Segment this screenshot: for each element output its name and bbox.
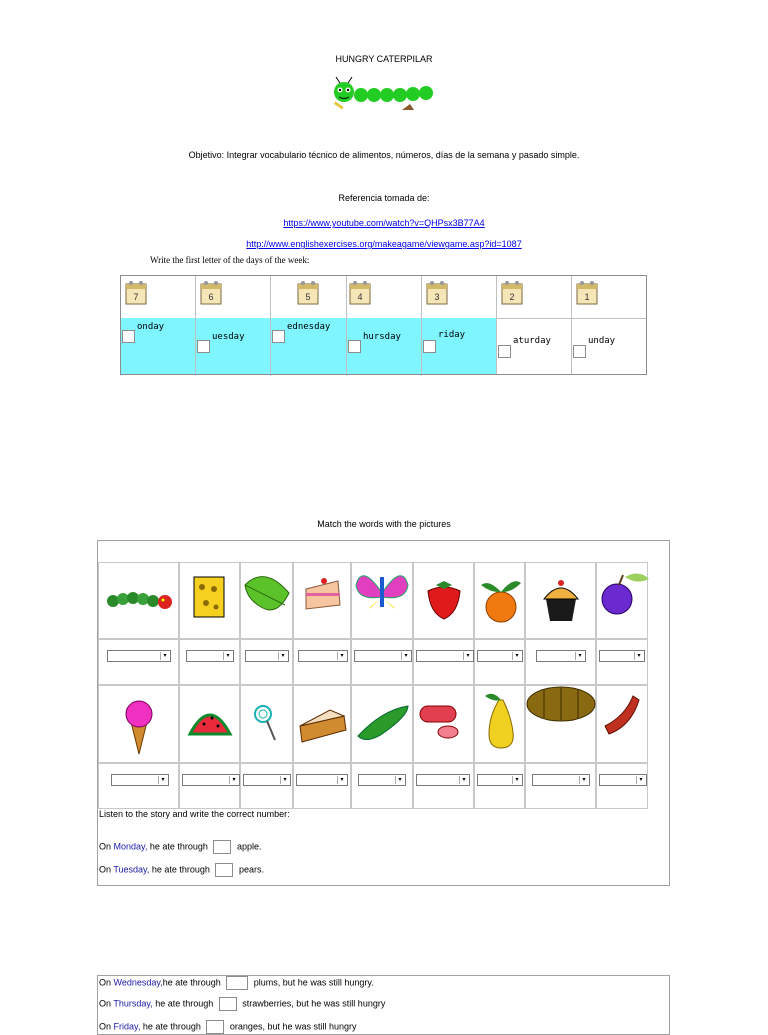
number-input[interactable] bbox=[206, 1020, 224, 1034]
match-select[interactable]: ▾ bbox=[532, 774, 590, 786]
match-select[interactable]: ▾ bbox=[354, 650, 412, 662]
days-instruction: Write the first letter of the days of the week: bbox=[150, 255, 310, 265]
match-select[interactable]: ▾ bbox=[477, 774, 523, 786]
sausage-roll-icon bbox=[525, 685, 596, 763]
calendar-number: 1 bbox=[584, 292, 590, 302]
sentence-tuesday: On Tuesday, he ate through pears. bbox=[99, 863, 264, 877]
story-sentences-box bbox=[97, 975, 670, 1035]
match-select[interactable]: ▾ bbox=[416, 650, 474, 662]
day-word: aturday bbox=[513, 336, 551, 346]
day-column-4 bbox=[347, 276, 422, 374]
salami-icon bbox=[413, 685, 474, 763]
calendar-icon bbox=[125, 280, 147, 306]
number-input[interactable] bbox=[213, 840, 231, 854]
day-word: unday bbox=[588, 336, 616, 346]
days-table bbox=[120, 275, 647, 375]
pickle-icon bbox=[351, 685, 413, 763]
day-column-7 bbox=[572, 276, 646, 374]
calendar-icon bbox=[349, 280, 371, 306]
calendar-icon bbox=[200, 280, 222, 306]
number-input[interactable] bbox=[226, 976, 248, 990]
butterfly-icon bbox=[351, 562, 413, 639]
match-select[interactable]: ▾ bbox=[296, 774, 348, 786]
day-column-1 bbox=[121, 276, 196, 374]
day-word: uesday bbox=[212, 332, 245, 342]
lollipop-icon bbox=[240, 685, 293, 763]
letter-checkbox[interactable] bbox=[197, 340, 210, 353]
calendar-icon bbox=[426, 280, 448, 306]
match-select[interactable]: ▾ bbox=[245, 650, 289, 662]
caterpillar-icon bbox=[98, 562, 179, 639]
day-word: onday bbox=[137, 322, 165, 332]
letter-checkbox[interactable] bbox=[423, 340, 436, 353]
day-column-5 bbox=[422, 276, 497, 374]
match-instruction: Match the words with the pictures bbox=[317, 519, 451, 529]
englishexercises-link[interactable]: http://www.englishexercises.org/makeagame/viewgame.asp?id=1087 bbox=[246, 239, 522, 249]
ice-cream-icon bbox=[98, 685, 179, 763]
calendar-number: 6 bbox=[208, 292, 214, 302]
watermelon-icon bbox=[179, 685, 240, 763]
number-input[interactable] bbox=[215, 863, 233, 877]
match-select[interactable]: ▾ bbox=[477, 650, 523, 662]
match-select[interactable]: ▾ bbox=[186, 650, 234, 662]
match-select[interactable]: ▾ bbox=[416, 774, 470, 786]
sentence-friday: On Friday, he ate through oranges, but he was still hungry bbox=[99, 1020, 357, 1034]
match-select[interactable]: ▾ bbox=[599, 650, 645, 662]
cupcake-icon bbox=[525, 562, 596, 639]
day-word: hursday bbox=[363, 332, 401, 342]
match-select[interactable]: ▾ bbox=[358, 774, 406, 786]
calendar-icon bbox=[501, 280, 523, 306]
calendar-icon bbox=[576, 280, 598, 306]
pie-icon bbox=[293, 685, 351, 763]
page-title: HUNGRY CATERPILAR bbox=[335, 54, 433, 64]
sentence-monday: On Monday, he ate through apple. bbox=[99, 840, 261, 854]
letter-checkbox[interactable] bbox=[573, 345, 586, 358]
calendar-number: 4 bbox=[357, 292, 363, 302]
match-select[interactable]: ▾ bbox=[243, 774, 291, 786]
calendar-number: 5 bbox=[305, 292, 311, 302]
match-select[interactable]: ▾ bbox=[111, 774, 169, 786]
reference-label: Referencia tomada de: bbox=[338, 193, 430, 203]
match-select[interactable]: ▾ bbox=[599, 774, 647, 786]
calendar-number: 2 bbox=[509, 292, 515, 302]
match-select[interactable]: ▾ bbox=[298, 650, 348, 662]
match-table bbox=[97, 540, 670, 886]
day-word: riday bbox=[438, 330, 466, 340]
cake-icon bbox=[293, 562, 351, 639]
match-select[interactable]: ▾ bbox=[182, 774, 240, 786]
letter-checkbox[interactable] bbox=[498, 345, 511, 358]
orange-icon bbox=[474, 562, 525, 639]
strawberry-icon bbox=[413, 562, 474, 639]
plum-icon bbox=[596, 562, 648, 639]
day-word: ednesday bbox=[287, 322, 331, 332]
number-input[interactable] bbox=[219, 997, 237, 1011]
listen-instruction: Listen to the story and write the correct number: bbox=[99, 809, 290, 819]
day-column-6 bbox=[497, 276, 572, 374]
match-select[interactable]: ▾ bbox=[107, 650, 171, 662]
calendar-number: 3 bbox=[434, 292, 440, 302]
letter-checkbox[interactable] bbox=[272, 330, 285, 343]
leaf-icon bbox=[240, 562, 293, 639]
match-select[interactable]: ▾ bbox=[536, 650, 586, 662]
sentence-wednesday: On Wednesday,he ate through plums, but he was still hungry. bbox=[99, 976, 374, 990]
pear-icon bbox=[474, 685, 525, 763]
caterpillar-logo-icon bbox=[328, 76, 436, 118]
letter-checkbox[interactable] bbox=[122, 330, 135, 343]
cheese-icon bbox=[179, 562, 240, 639]
sentence-thursday: On Thursday, he ate through strawberries, but he was still hungry bbox=[99, 997, 385, 1011]
objective-text: Objetivo: Integrar vocabulario técnico de alimentos, números, días de la semana y pasado simple. bbox=[188, 150, 580, 160]
day-column-3 bbox=[271, 276, 347, 374]
letter-checkbox[interactable] bbox=[348, 340, 361, 353]
day-column-2 bbox=[196, 276, 271, 374]
calendar-number: 7 bbox=[133, 292, 139, 302]
sausage-icon bbox=[596, 685, 648, 763]
calendar-icon bbox=[297, 280, 319, 306]
youtube-link[interactable]: https://www.youtube.com/watch?v=QHPsx3B77A4 bbox=[283, 218, 485, 228]
